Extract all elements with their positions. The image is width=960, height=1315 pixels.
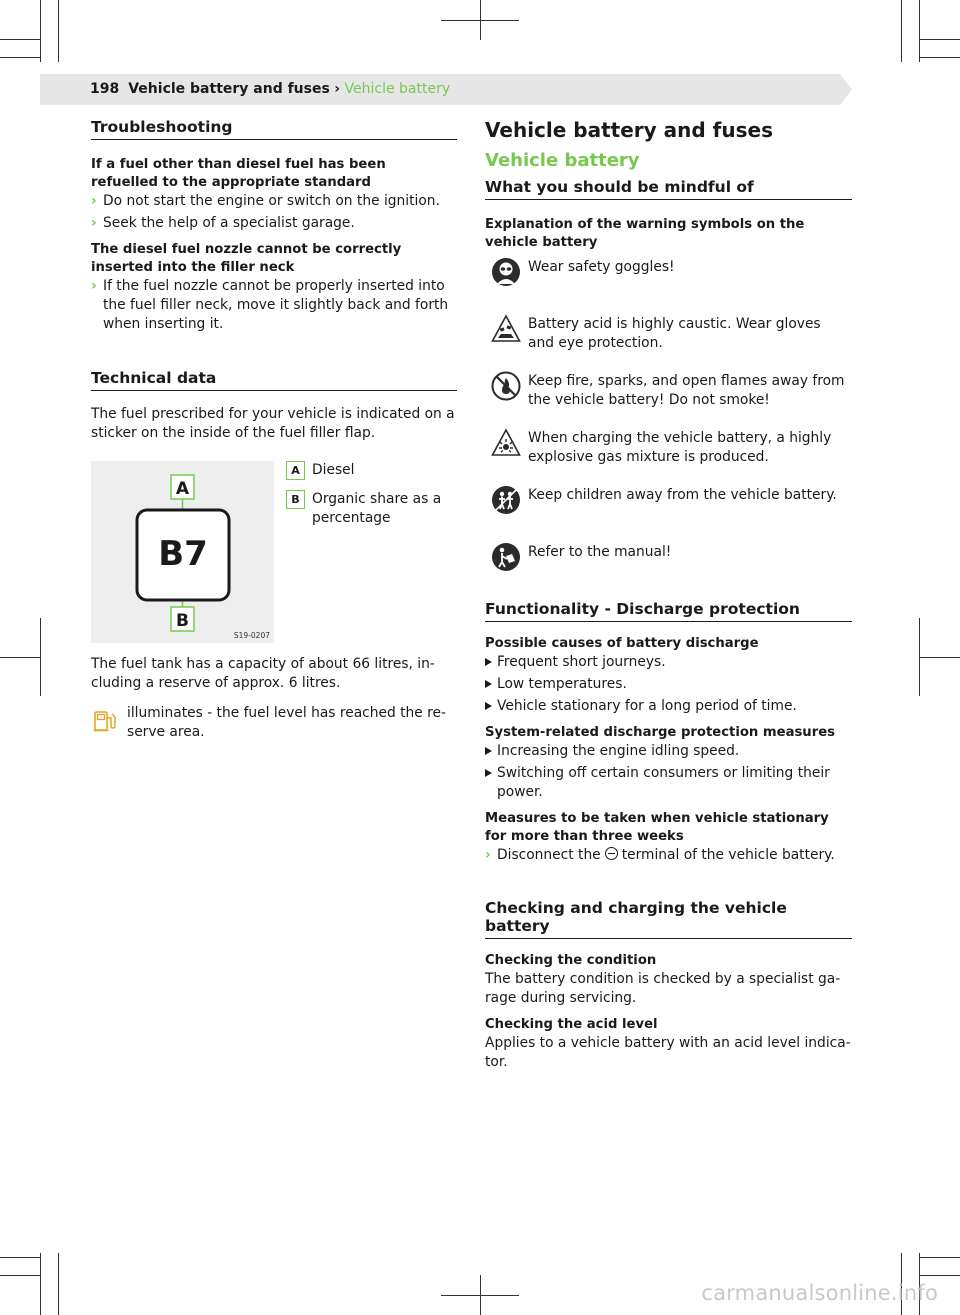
list-item: › If the fuel nozzle cannot be properly inserted into the fuel filler neck, move it slightly back and forth when inserting it. bbox=[91, 278, 449, 332]
warning-symbol-row: Refer to the manual! bbox=[485, 543, 852, 600]
fuel-sticker-illustration bbox=[91, 461, 274, 643]
chevron-right-icon: › bbox=[91, 193, 97, 209]
header-subsection: Vehicle battery bbox=[344, 81, 451, 97]
figure-image bbox=[91, 461, 274, 643]
triangle-bullet-icon bbox=[485, 680, 492, 688]
watermark: carmanualsonline.info bbox=[701, 1281, 938, 1305]
acid-level-text: Applies to a vehicle battery with an acid level indica-tor. bbox=[485, 1035, 851, 1070]
mindful-heading: What you should be mindful of bbox=[485, 178, 852, 200]
triangle-bullet-icon bbox=[485, 702, 492, 710]
left-column bbox=[91, 118, 457, 742]
figure-label-a: A bbox=[175, 479, 190, 499]
legend-badge: B bbox=[286, 490, 305, 509]
list-item: › Disconnect the terminal of the vehicle battery. bbox=[485, 847, 835, 863]
stationary-heading: Measures to be taken when vehicle stationary for more than three weeks bbox=[485, 811, 829, 844]
fuel-warning-text: illuminates - the fuel level has reached the re-serve area. bbox=[127, 705, 446, 740]
list-item: Switching off certain consumers or limiting their power. bbox=[485, 764, 852, 802]
page-number: 198 bbox=[90, 81, 120, 97]
troubleshooting-q2: The diesel fuel nozzle cannot be correctly inserted into the filler neck bbox=[91, 242, 402, 275]
fuel-warning-row bbox=[91, 704, 457, 742]
warning-symbols-intro: Explanation of the warning symbols on the vehicle battery bbox=[485, 217, 805, 250]
sticker-text: B7 bbox=[158, 534, 208, 574]
keep-children-away-icon bbox=[491, 485, 521, 515]
list-item: › Seek the help of a specialist garage. bbox=[91, 215, 355, 231]
warning-symbol-row: Keep fire, sparks, and open flames away from the vehicle battery! Do not smoke! bbox=[485, 372, 852, 429]
header-text bbox=[90, 81, 450, 97]
figure-label-b: B bbox=[176, 611, 189, 631]
page-header bbox=[40, 74, 852, 105]
chapter-title: Vehicle battery and fuses bbox=[485, 118, 773, 142]
discharge-heading: Functionality - Discharge protection bbox=[485, 600, 852, 622]
technical-intro: The fuel prescribed for your vehicle is indicated on a sticker on the inside of the fuel filler flap. bbox=[91, 406, 455, 441]
legend-text: Diesel bbox=[312, 462, 355, 478]
caustic-warning-icon bbox=[491, 314, 521, 344]
fuel-sticker-figure bbox=[91, 461, 457, 643]
warning-symbol-row: Wear safety goggles! bbox=[485, 258, 852, 315]
triangle-bullet-icon bbox=[485, 769, 492, 777]
triangle-bullet-icon bbox=[485, 747, 492, 755]
list-item: Vehicle stationary for a long period of time. bbox=[485, 697, 852, 716]
figure-code: S19-0207 bbox=[233, 631, 270, 640]
goggles-icon bbox=[491, 257, 521, 287]
explosive-warning-icon bbox=[491, 428, 521, 458]
triangle-bullet-icon bbox=[485, 658, 492, 666]
list-item: › Do not start the engine or switch on the ignition. bbox=[91, 193, 440, 209]
condition-heading: Checking the condition bbox=[485, 953, 657, 968]
chevron-right-icon: › bbox=[91, 215, 97, 231]
acid-level-heading: Checking the acid level bbox=[485, 1017, 658, 1032]
troubleshooting-q1: If a fuel other than diesel fuel has been refuelled to the appropriate standard bbox=[91, 157, 386, 190]
warning-symbol-row: Battery acid is highly caustic. Wear gloves and eye protection. bbox=[485, 315, 852, 372]
condition-text: The battery condition is checked by a specialist ga-rage during servicing. bbox=[485, 971, 841, 1006]
header-section: Vehicle battery and fuses bbox=[128, 81, 330, 97]
list-item: Increasing the engine idling speed. bbox=[485, 742, 852, 761]
manual-icon bbox=[491, 542, 521, 572]
legend-badge: A bbox=[286, 461, 305, 480]
legend-text: Organic share as a percentage bbox=[312, 491, 442, 526]
list-item: Frequent short journeys. bbox=[485, 653, 852, 672]
section-title: Vehicle battery bbox=[485, 150, 640, 171]
no-fire-icon bbox=[491, 371, 521, 401]
warning-symbol-row: When charging the vehicle battery, a highly explosive gas mixture is produced. bbox=[485, 429, 852, 486]
list-item: Low temperatures. bbox=[485, 675, 852, 694]
legend-item-a bbox=[286, 461, 456, 480]
chevron-right-icon: › bbox=[91, 278, 97, 294]
legend-item-b bbox=[286, 490, 456, 528]
header-separator: › bbox=[334, 81, 341, 97]
causes-heading: Possible causes of battery discharge bbox=[485, 636, 759, 651]
technical-data-heading: Technical data bbox=[91, 369, 457, 391]
checking-heading: Checking and charging the vehicle battery bbox=[485, 899, 852, 939]
measures-heading: System-related discharge protection measures bbox=[485, 725, 835, 740]
warning-symbol-row: Keep children away from the vehicle battery. bbox=[485, 486, 852, 543]
minus-terminal-icon bbox=[605, 847, 618, 860]
right-column bbox=[485, 118, 852, 1072]
tank-capacity-text: The fuel tank has a capacity of about 66 litres, in-cluding a reserve of approx. 6 litres. bbox=[91, 656, 435, 691]
troubleshooting-heading: Troubleshooting bbox=[91, 118, 457, 140]
chevron-right-icon: › bbox=[485, 847, 491, 863]
fuel-pump-icon bbox=[92, 708, 118, 734]
